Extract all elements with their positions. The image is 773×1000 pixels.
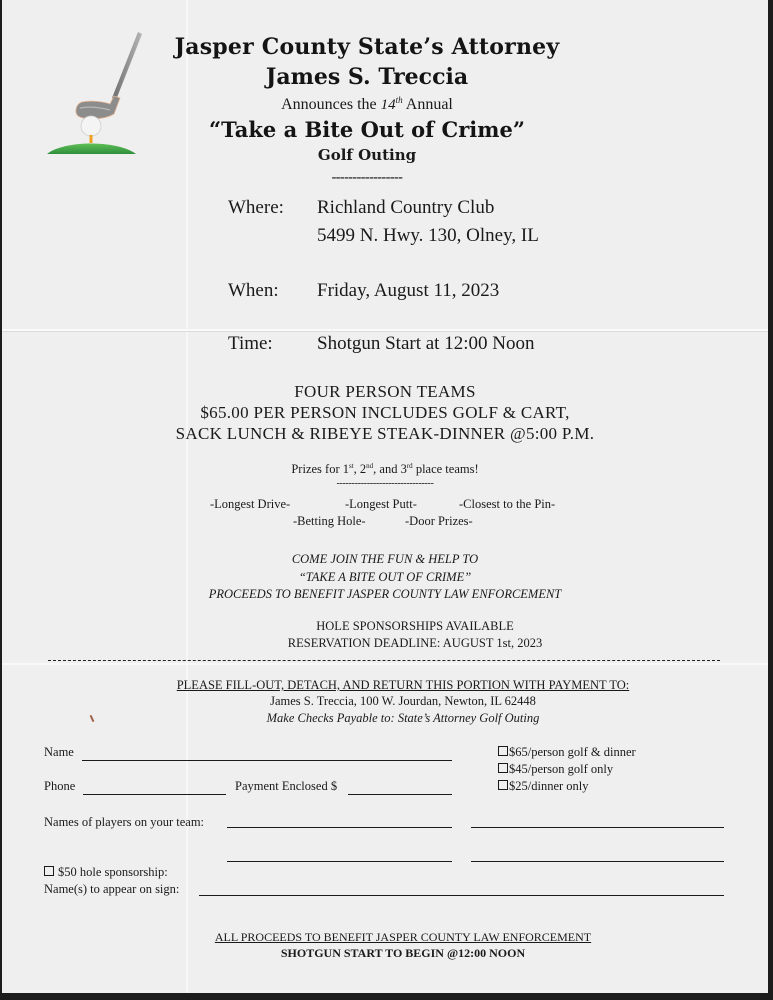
golf-club-icon	[44, 30, 144, 158]
prizes-text: Prizes for 1	[291, 462, 349, 477]
return-heading: PLEASE FILL-OUT, DETACH, AND RETURN THIS PORTION WITH PAYMENT TO:	[176, 678, 630, 692]
phone-label: Phone	[44, 779, 76, 793]
player-field-2[interactable]	[471, 827, 724, 828]
announce-prefix: Announces the	[281, 96, 381, 113]
footer-proceeds: ALL PROCEEDS TO BENEFIT JASPER COUNTY LAW ENFORCEMENT	[214, 930, 592, 944]
event-title: “Take a Bite Out of Crime”	[209, 117, 525, 142]
checkbox[interactable]	[498, 763, 508, 773]
announce-ordinal-suffix: th	[395, 95, 403, 105]
when-label: When:	[228, 280, 279, 301]
event-date: Friday, August 11, 2023	[317, 280, 500, 301]
venue-name: Richland Country Club	[317, 197, 495, 218]
checkbox[interactable]	[498, 780, 508, 790]
venue-address: 5499 N. Hwy. 130, Olney, IL	[317, 225, 539, 246]
golf-ball-icon	[81, 116, 101, 136]
return-address: James S. Treccia, 100 W. Jourdan, Newton, IL 62448	[270, 694, 536, 708]
promo-line-3: PROCEEDS TO BENEFIT JASPER COUNTY LAW ENFORCEMENT	[208, 587, 562, 601]
announce-end: Annual	[402, 96, 453, 113]
event-subtitle: Golf Outing	[317, 146, 417, 164]
grass-icon	[47, 144, 136, 155]
checkbox[interactable]	[44, 866, 54, 876]
sponsorships-notice: HOLE SPONSORSHIPS AVAILABLE	[316, 619, 514, 633]
prizes-text: , and 3	[373, 462, 407, 477]
name-field[interactable]	[82, 760, 452, 761]
price-line: $65.00 PER PERSON INCLUDES GOLF & CART,	[200, 403, 570, 422]
event-time: Shotgun Start at 12:00 Noon	[317, 333, 535, 354]
player-field-3[interactable]	[227, 861, 452, 862]
payment-field[interactable]	[348, 794, 452, 795]
sign-label: Name(s) to appear on sign:	[44, 882, 180, 896]
sponsorship-option[interactable]	[44, 865, 168, 880]
option-dinner-only[interactable]	[498, 779, 589, 794]
name-label: Name	[44, 745, 74, 759]
option-label: $65/person golf & dinner	[509, 745, 636, 759]
promo-line-1: COME JOIN THE FUN & HELP TO	[291, 552, 479, 566]
player-field-1[interactable]	[227, 827, 452, 828]
announce-ordinal: 14	[380, 97, 396, 113]
players-label: Names of players on your team:	[44, 815, 205, 829]
prize-item: -Door Prizes-	[405, 514, 473, 528]
announcement	[152, 95, 582, 114]
prizes-text: place teams!	[412, 462, 479, 477]
checkbox[interactable]	[498, 746, 508, 756]
teams-line: FOUR PERSON TEAMS	[294, 382, 476, 401]
option-label: $25/dinner only	[509, 779, 589, 793]
option-golf-only[interactable]	[498, 762, 613, 777]
prize-item: -Longest Drive-	[210, 497, 291, 511]
time-label: Time:	[228, 333, 273, 354]
flyer-page	[2, 0, 768, 993]
sup-first: st	[348, 462, 354, 470]
option-label: $45/person golf only	[509, 762, 614, 776]
header-divider: -----------------	[331, 170, 403, 185]
footer-shotgun: SHOTGUN START TO BEGIN @12:00 NOON	[280, 946, 526, 960]
option-golf-dinner[interactable]	[498, 745, 636, 760]
sign-name-field[interactable]	[199, 895, 724, 896]
attorney-name: James S. Treccia	[265, 64, 469, 90]
where-label: Where:	[228, 197, 284, 218]
player-field-4[interactable]	[471, 861, 724, 862]
prizes-divider: --------------------------------	[336, 478, 434, 489]
sup-third: rd	[406, 462, 413, 470]
org-title: Jasper County State’s Attorney	[174, 34, 560, 60]
detach-line	[48, 660, 720, 661]
prize-item: -Closest to the Pin-	[459, 497, 556, 511]
promo-line-2: “TAKE A BITE OUT OF CRIME”	[298, 570, 472, 584]
sponsorship-label: $50 hole sponsorship:	[58, 865, 168, 879]
prize-item: -Betting Hole-	[293, 514, 366, 528]
prize-item: -Longest Putt-	[345, 497, 417, 511]
phone-field[interactable]	[83, 794, 226, 795]
checks-payable: Make Checks Payable to: State’s Attorney Golf Outing	[266, 711, 540, 725]
deadline-notice: RESERVATION DEADLINE: AUGUST 1st, 2023	[287, 636, 543, 650]
meal-line: SACK LUNCH & RIBEYE STEAK-DINNER @5:00 P.M.	[175, 424, 595, 443]
prizes-intro	[2, 462, 768, 477]
sup-second: nd	[366, 462, 374, 470]
prizes-text: , 2	[353, 462, 367, 477]
payment-label: Payment Enclosed $	[235, 779, 338, 793]
